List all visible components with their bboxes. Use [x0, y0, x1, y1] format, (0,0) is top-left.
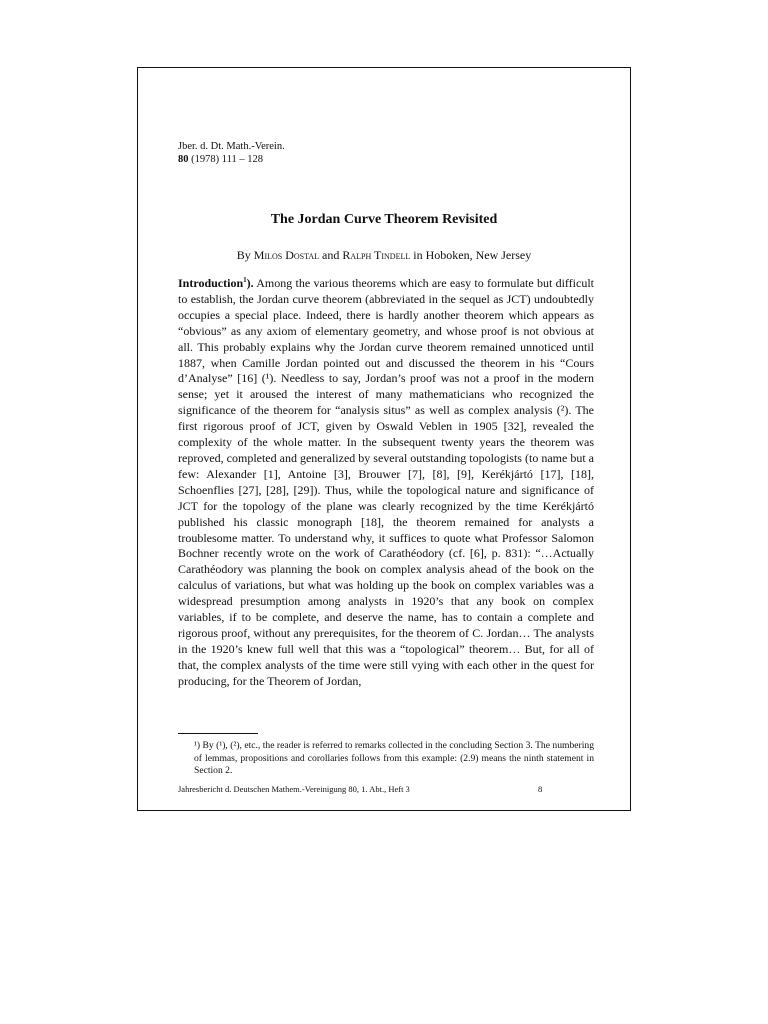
journal-volume: 80 — [178, 154, 189, 165]
heading-end: ). — [246, 276, 254, 290]
author-name: Ralph Tindell — [342, 248, 411, 262]
footnote-text: ¹) By (¹), (²), etc., the reader is referred to remarks collected in the concluding Section 3. The numbering of lemmas, propositions and corollaries follows from this example: (2.9) means the ninth statement in Section 2. — [194, 740, 594, 776]
author-location: in Hoboken, New Jersey — [410, 248, 532, 262]
heading-footnote-marker: 1 — [243, 276, 247, 284]
body-paragraph — [178, 276, 594, 690]
footer-source: Jahresbericht d. Deutschen Mathem.-Vereinigung 80, 1. Abt., Heft 3 — [178, 784, 410, 794]
journal-citation — [178, 153, 285, 166]
byline-by: By — [236, 248, 254, 262]
byline — [138, 248, 630, 263]
byline-and: and — [319, 248, 343, 262]
section-heading — [178, 276, 254, 290]
heading-text: Introduction — [178, 276, 244, 290]
body-text: Among the various theorems which are easy to formulate but difficult to establish, the Jordan curve theorem (abbreviated in the sequel as JCT) undoubtedly occupies a special place. Indeed, there is hardly another theorem which appears as “obvious” as any axiom of elementary geometry, and whose proof is not obvious at all. This probably explains why the Jordan curve theorem remained unnoticed until 1887, when Camille Jordan pointed out and discussed the theorem in his “Cours d’Analyse” [16] (¹). Needless to say, Jordan’s proof was not a proof in the modern sense; yet it aroused the interest of many mathematicians who recognized the significance of the theorem for “analysis situs” as well as complex analysis (²). The first rigorous proof of JCT, given by Oswald Veblen in 1905 [32], revealed the complexity of the whole matter. In the subsequent twenty years the theorem was reproved, completed and generalized by several outstanding topologists (to name but a few: Alexander [1], Antoine [3], Brouwer [7], [8], [9], Kerékjártó [17], [18], Schoenflies [27], [28], [29]). Thus, while the topological nature and significance of JCT for the topology of the plane was clearly recognized by the time Kerékjártó published his classic monograph [18], the theorem remained for analysts a troublesome matter. To understand why, it suffices to quote what Professor Salomon Bochner recently wrote on the work of Carathéodory (cf. [6], p. 831): “…Actually Carathéodory was planning the book on complex analysis ahead of the book on the calculus of variations, but what was holding up the book on complex variables was a widespread presumption among analysts in 1920’s that any book on complex variables, if to be complete, and deserve the name, has to contain a complete and rigorous proof, without any prerequisites, for the theorem of C. Jordan… The analysts in the 1920’s knew full well that this was a “topological” theorem… But, for all of that, the complex analysts of the time were still vying with each other in the quest for producing, for the Theorem of Jordan, — [178, 276, 594, 688]
footnote — [178, 740, 594, 778]
journal-reference — [178, 140, 285, 166]
journal-page — [137, 67, 631, 811]
author-name: Milos Dostal — [253, 248, 320, 262]
article-title: The Jordan Curve Theorem Revisited — [270, 212, 498, 227]
footnote-rule — [178, 733, 258, 734]
page-footer — [178, 784, 594, 794]
page-number: 8 — [538, 784, 543, 794]
journal-name: Jber. d. Dt. Math.-Verein. — [178, 141, 285, 152]
journal-pages: (1978) 111 – 128 — [188, 154, 263, 165]
